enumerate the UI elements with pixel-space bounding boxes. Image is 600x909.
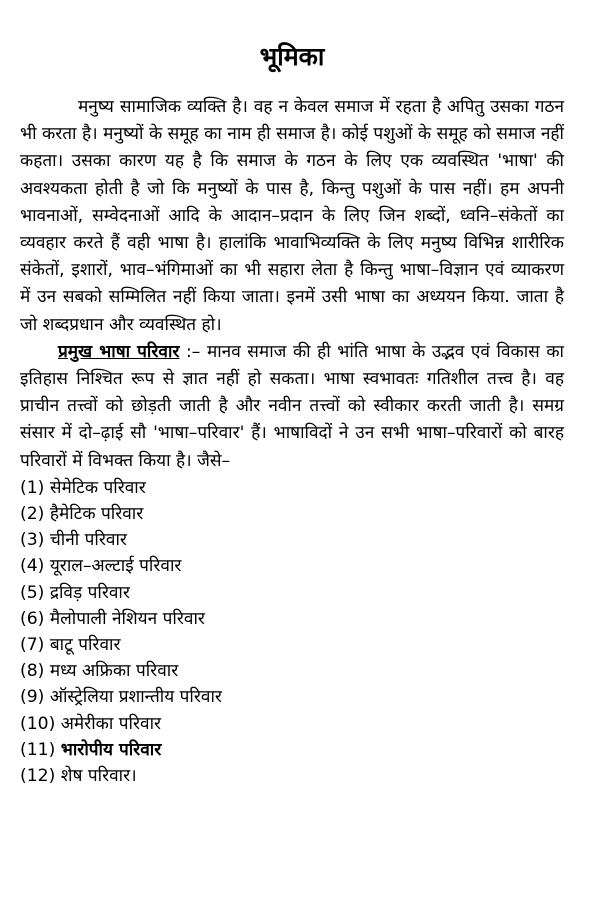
item-label: चीनी परिवार [49,530,127,551]
list-item [20,632,564,658]
list-item [20,763,564,789]
language-family-list [20,475,564,789]
item-number: (3) [20,530,45,551]
list-item [20,684,564,710]
list-item [20,711,564,737]
list-item [20,527,564,553]
item-label: यूराल–अल्टाई परिवार [49,556,182,577]
item-label: भारोपीय परिवार [60,739,162,760]
list-item [20,501,564,527]
list-item [20,475,564,501]
section-paragraph [20,339,564,475]
item-number: (11) [20,739,56,760]
page-title: भूमिका [259,42,325,71]
item-number: (9) [20,687,45,708]
list-item [20,658,564,684]
item-label: ऑस्ट्रेलिया प्रशान्तीय परिवार [49,687,222,708]
item-label: शेष परिवार। [60,766,137,787]
list-item [20,606,564,632]
item-label: मध्य अफ्रिका परिवार [49,661,179,682]
list-item [20,553,564,579]
item-label: द्रविड़ परिवार [49,582,130,603]
item-label: सेमेटिक परिवार [49,477,146,498]
section-heading: प्रमुख भाषा परिवार [58,341,180,362]
item-number: (12) [20,766,56,787]
section-text: मानव समाज की ही भांति भाषा के उद्भव एवं विकास का इतिहास निश्चित रूप से ज्ञात नहीं हो सकता। भाषा स्वभावतः गतिशील तत्त्व है। वह प्राचीन तत्त्वों को छोड़ती जाती है और नवीन तत्त्वों को स्वीकार करती जाती है। समग्र संसार में दो–ढ़ाई सौ 'भाषा–परिवार' हैं। भाषाविदों ने उन सभी भाषा–परिवारों को बारह परिवारों में विभक्त किया है। जैसे– [20,341,564,471]
item-number: (1) [20,477,45,498]
item-number: (4) [20,556,45,577]
item-label: अमेरीका परिवार [60,713,162,734]
intro-paragraph: मनुष्य सामाजिक व्यक्ति है। वह न केवल समाज में रहता है अपितु उसका गठन भी करता है। मनुष्यों के समूह का नाम ही समाज है। कोई पशुओं के समूह को समाज नहीं कहता। उसका कारण यह है कि समाज के गठन के लिए एक व्यवस्थित 'भाषा' की अवश्यकता होती है जो कि मनुष्यों के पास है, किन्तु पशुओं के पास नहीं। हम अपनी भावनाओं, सम्वेदनाओं आदि के आदान–प्रदान के लिए जिन शब्दों, ध्वनि–संकेतों का व्यवहार करते हैं वही भाषा है। हालांकि भावाभिव्यक्ति के लिए मनुष्य विभिन्न शारीरिक संकेतों, इशारों, भाव–भंगिमाओं का भी सहारा लेता है किन्तु भाषा–विज्ञान एवं व्याकरण में उन सबको सम्मिलित नहीं किया जाता। इनमें उसी भाषा का अध्ययन किया. जाता है जो शब्दप्रधान और व्यवस्थित हो। [20,97,564,335]
list-item [20,580,564,606]
item-label: बाटू परिवार [49,635,121,656]
item-number: (7) [20,635,45,656]
item-number: (10) [20,713,56,734]
item-number: (5) [20,582,45,603]
item-number: (6) [20,608,45,629]
item-number: (2) [20,504,45,525]
section-separator: :– [179,341,207,362]
item-number: (8) [20,661,45,682]
item-label: मैलोपाली नेशियन परिवार [49,608,205,629]
list-item-highlighted [20,737,564,763]
item-label: हैमेटिक परिवार [49,504,144,525]
